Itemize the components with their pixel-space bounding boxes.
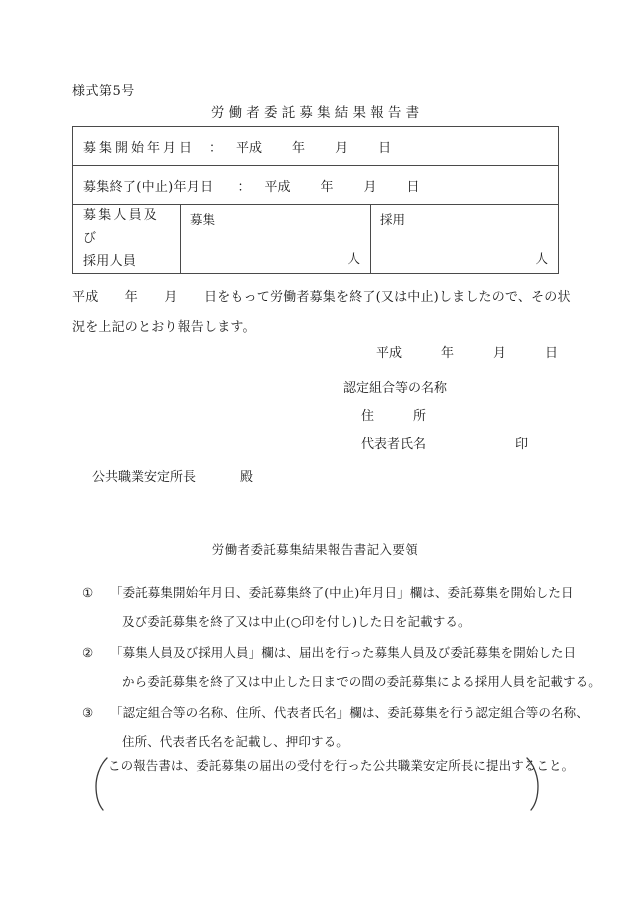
instruction-number-2: ② (82, 645, 94, 660)
organization-name-label: 認定組合等の名称 (343, 381, 448, 396)
instruction-3-line-2: 住所、代表者氏名を記載し、押印する。 (122, 734, 349, 749)
instruction-2-line-1: 「募集人員及び採用人員」欄は、届出を行った募集人員及び委託募集を開始した日 (110, 645, 577, 660)
submission-note-text: この報告書は、委託募集の届出の受付を行った公共職業安定所長に提出すること。 (108, 758, 575, 773)
instruction-1-line-2: 及び委託募集を終了又は中止(○印を付し)した日を記載する。 (122, 614, 471, 629)
start-date-content (73, 137, 558, 156)
personnel-label-line2: 採用人員 (83, 253, 137, 269)
instruction-1-line-1: 「委託募集開始年月日、委託募集終了(中止)年月日」欄は、委託募集を開始した日 (110, 585, 574, 600)
closing-paragraph (72, 283, 571, 343)
address-label: 住 所 (361, 409, 427, 424)
closing-line-2: 況を上記のとおり報告します。 (72, 320, 256, 335)
seal-icon: 印 (515, 437, 529, 452)
submission-note (92, 756, 575, 812)
signature-block (343, 375, 529, 459)
addressee-line (92, 466, 253, 485)
recruited-count-unit: 人 (347, 251, 360, 267)
signature-date-line: 平成 年 月 日 (375, 346, 558, 361)
hired-count-cell[interactable] (371, 205, 559, 274)
recruited-count-cell[interactable] (181, 205, 371, 274)
end-date-day: 日 (406, 179, 420, 195)
end-date-month: 月 (363, 179, 377, 195)
start-date-label: 募集開始年月日 (83, 140, 196, 156)
start-date-cell (73, 127, 559, 166)
personnel-label-cell (73, 205, 181, 274)
instruction-item-2 (82, 638, 601, 696)
instruction-text-2 (110, 638, 601, 696)
addressee-office: 公共職業安定所長 (92, 470, 197, 485)
start-date-month: 月 (335, 140, 349, 156)
end-date-year: 年 (320, 179, 334, 195)
start-date-day: 日 (378, 140, 392, 156)
instruction-number-1: ① (82, 585, 94, 600)
recruitment-form-table (72, 126, 559, 274)
end-date-content (73, 176, 558, 195)
table-row-end-date (73, 166, 559, 205)
instruction-text-1 (110, 578, 574, 636)
start-date-colon: ： (209, 140, 223, 156)
start-date-era: 平成 (236, 140, 263, 156)
instruction-2-line-2: から委託募集を終了又は中止した日までの間の委託募集による採用人員を記載する。 (122, 674, 601, 689)
form-number: 様式第5号 (72, 84, 135, 99)
hired-count-unit: 人 (535, 251, 549, 267)
end-date-label: 募集終了(中止)年月日 (83, 179, 214, 195)
recruited-count-header: 募集 (190, 212, 216, 227)
instruction-item-1 (82, 578, 574, 636)
instructions-list (82, 578, 601, 758)
instruction-item-3 (82, 698, 589, 756)
instruction-3-line-1: 「認定組合等の名称、住所、代表者氏名」欄は、委託募集を行う認定組合等の名称、 (110, 705, 589, 720)
instruction-number-3: ③ (82, 705, 94, 720)
personnel-label-line1: 募集人員及び (83, 208, 160, 246)
instruction-text-3 (110, 698, 589, 756)
instructions-heading: 労働者委託募集結果報告書記入要領 (211, 542, 419, 557)
end-date-colon: ： (237, 179, 251, 195)
end-date-era: 平成 (264, 179, 291, 195)
start-date-year: 年 (292, 140, 306, 156)
representative-name-text: 代表者氏名 (361, 437, 427, 452)
document-title: 労働者委託募集結果報告書 (210, 105, 424, 121)
hired-count-header: 採用 (380, 212, 406, 227)
closing-line-1: 平成 年 月 日をもって労働者募集を終了(又は中止)しましたので、その状 (72, 290, 571, 305)
end-date-cell (73, 166, 559, 205)
personnel-label-content (73, 205, 180, 273)
table-row-start-date (73, 127, 559, 166)
addressee-honorific: 殿 (240, 470, 254, 485)
representative-name-label (343, 431, 529, 459)
table-row-personnel-count (73, 205, 559, 274)
right-paren-icon (524, 756, 542, 812)
